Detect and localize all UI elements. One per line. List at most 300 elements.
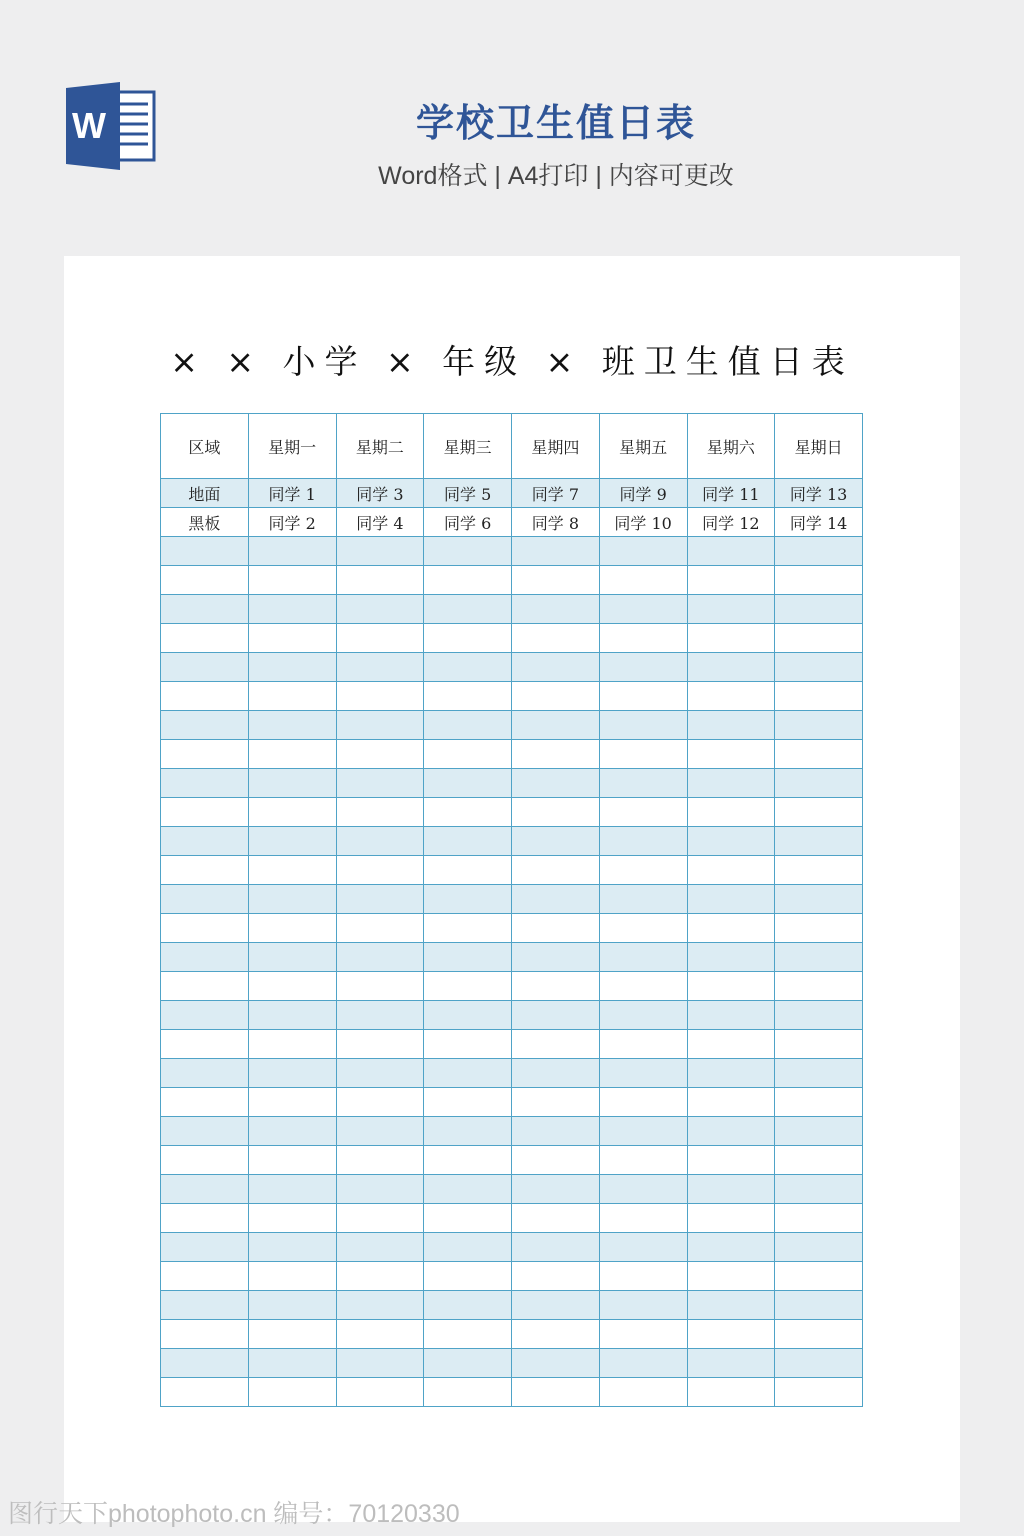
table-row <box>161 1117 863 1146</box>
student-cell <box>599 1059 687 1088</box>
student-cell <box>336 1349 424 1378</box>
student-cell <box>687 1262 775 1291</box>
area-cell <box>161 827 249 856</box>
student-cell <box>248 885 336 914</box>
student-cell: 同学 5 <box>424 479 512 508</box>
student-cell <box>687 1291 775 1320</box>
area-cell: 地面 <box>161 479 249 508</box>
student-cell <box>687 740 775 769</box>
table-row <box>161 1059 863 1088</box>
student-cell <box>424 1146 512 1175</box>
student-cell <box>336 1117 424 1146</box>
table-header-cell: 星期三 <box>424 414 512 479</box>
student-cell: 同学 6 <box>424 508 512 537</box>
student-cell <box>512 740 600 769</box>
student-cell <box>775 1349 863 1378</box>
area-cell <box>161 1233 249 1262</box>
student-cell <box>687 1088 775 1117</box>
table-row <box>161 856 863 885</box>
student-cell <box>775 1262 863 1291</box>
student-cell <box>424 682 512 711</box>
student-cell <box>775 885 863 914</box>
student-cell <box>248 1001 336 1030</box>
table-row <box>161 798 863 827</box>
student-cell <box>424 1349 512 1378</box>
table-row <box>161 1291 863 1320</box>
table-header-cell: 星期六 <box>687 414 775 479</box>
area-cell <box>161 711 249 740</box>
student-cell: 同学 12 <box>687 508 775 537</box>
student-cell <box>687 885 775 914</box>
student-cell <box>336 1378 424 1407</box>
student-cell <box>599 653 687 682</box>
watermark: 图行天下photophoto.cn 编号：70120330 <box>8 1500 460 1528</box>
student-cell <box>775 682 863 711</box>
area-cell <box>161 682 249 711</box>
student-cell <box>599 827 687 856</box>
student-cell <box>424 1030 512 1059</box>
area-cell <box>161 1175 249 1204</box>
table-header-row <box>161 414 863 479</box>
area-cell <box>161 1204 249 1233</box>
student-cell <box>336 943 424 972</box>
student-cell <box>336 827 424 856</box>
area-cell <box>161 1146 249 1175</box>
student-cell <box>424 1117 512 1146</box>
student-cell <box>687 769 775 798</box>
student-cell <box>599 914 687 943</box>
student-cell <box>336 856 424 885</box>
student-cell <box>336 566 424 595</box>
student-cell <box>687 798 775 827</box>
student-cell <box>336 624 424 653</box>
student-cell <box>336 711 424 740</box>
student-cell <box>512 682 600 711</box>
student-cell <box>424 1001 512 1030</box>
student-cell <box>336 1146 424 1175</box>
area-cell <box>161 1262 249 1291</box>
student-cell <box>512 798 600 827</box>
student-cell <box>599 798 687 827</box>
student-cell <box>424 1233 512 1262</box>
student-cell <box>248 914 336 943</box>
table-row <box>161 943 863 972</box>
student-cell: 同学 14 <box>775 508 863 537</box>
student-cell <box>687 653 775 682</box>
student-cell <box>336 1001 424 1030</box>
area-cell <box>161 1059 249 1088</box>
student-cell: 同学 11 <box>687 479 775 508</box>
student-cell <box>248 1320 336 1349</box>
student-cell <box>336 740 424 769</box>
table-row <box>161 1378 863 1407</box>
area-cell: 黑板 <box>161 508 249 537</box>
student-cell <box>248 1291 336 1320</box>
student-cell <box>599 537 687 566</box>
table-row <box>161 1204 863 1233</box>
student-cell <box>775 798 863 827</box>
student-cell <box>424 566 512 595</box>
student-cell <box>248 1117 336 1146</box>
area-cell <box>161 624 249 653</box>
student-cell <box>599 1001 687 1030</box>
student-cell <box>248 827 336 856</box>
student-cell <box>248 1378 336 1407</box>
document-page <box>64 256 960 1522</box>
student-cell <box>424 972 512 1001</box>
student-cell <box>687 1117 775 1146</box>
student-cell <box>512 1204 600 1233</box>
student-cell <box>512 1320 600 1349</box>
student-cell <box>424 1204 512 1233</box>
area-cell <box>161 1117 249 1146</box>
student-cell <box>336 653 424 682</box>
area-cell <box>161 769 249 798</box>
table-row <box>161 1030 863 1059</box>
student-cell <box>687 827 775 856</box>
student-cell <box>599 885 687 914</box>
student-cell <box>687 1059 775 1088</box>
student-cell <box>424 914 512 943</box>
table-row <box>161 595 863 624</box>
student-cell <box>512 769 600 798</box>
area-cell <box>161 798 249 827</box>
area-cell <box>161 914 249 943</box>
student-cell <box>687 566 775 595</box>
student-cell <box>775 624 863 653</box>
student-cell <box>687 1204 775 1233</box>
student-cell <box>775 1378 863 1407</box>
student-cell <box>424 769 512 798</box>
student-cell <box>512 1059 600 1088</box>
table-row <box>161 827 863 856</box>
student-cell <box>599 682 687 711</box>
student-cell <box>424 653 512 682</box>
student-cell <box>424 595 512 624</box>
document-title: × × 小学 × 年级 × 班卫生值日表 <box>170 342 854 381</box>
word-icon <box>64 82 156 170</box>
student-cell <box>336 1262 424 1291</box>
student-cell <box>336 1320 424 1349</box>
student-cell <box>336 1059 424 1088</box>
student-cell <box>248 1088 336 1117</box>
student-cell <box>248 1233 336 1262</box>
table-row <box>161 508 863 537</box>
student-cell <box>248 1030 336 1059</box>
area-cell <box>161 740 249 769</box>
student-cell <box>336 972 424 1001</box>
student-cell <box>775 943 863 972</box>
table-row <box>161 1349 863 1378</box>
student-cell: 同学 4 <box>336 508 424 537</box>
student-cell: 同学 9 <box>599 479 687 508</box>
student-cell <box>775 711 863 740</box>
student-cell <box>512 827 600 856</box>
student-cell <box>512 624 600 653</box>
student-cell <box>775 1030 863 1059</box>
student-cell <box>248 972 336 1001</box>
student-cell <box>424 1378 512 1407</box>
student-cell <box>424 1291 512 1320</box>
student-cell <box>512 914 600 943</box>
student-cell <box>512 1030 600 1059</box>
duty-table <box>160 413 863 1407</box>
student-cell <box>687 1320 775 1349</box>
student-cell <box>687 856 775 885</box>
student-cell <box>775 856 863 885</box>
area-cell <box>161 856 249 885</box>
student-cell <box>424 537 512 566</box>
student-cell <box>687 1349 775 1378</box>
student-cell <box>599 856 687 885</box>
student-cell <box>599 943 687 972</box>
table-row <box>161 769 863 798</box>
student-cell <box>599 624 687 653</box>
student-cell <box>248 740 336 769</box>
student-cell <box>248 682 336 711</box>
student-cell <box>775 740 863 769</box>
student-cell <box>248 769 336 798</box>
student-cell: 同学 1 <box>248 479 336 508</box>
student-cell <box>775 769 863 798</box>
student-cell <box>336 798 424 827</box>
student-cell <box>512 1088 600 1117</box>
table-row <box>161 682 863 711</box>
student-cell <box>248 711 336 740</box>
student-cell <box>775 653 863 682</box>
student-cell <box>687 1001 775 1030</box>
student-cell <box>599 769 687 798</box>
student-cell <box>775 1204 863 1233</box>
student-cell <box>248 1146 336 1175</box>
student-cell <box>599 1378 687 1407</box>
table-row <box>161 1001 863 1030</box>
table-header-cell: 星期五 <box>599 414 687 479</box>
table-row <box>161 914 863 943</box>
student-cell <box>687 1030 775 1059</box>
student-cell <box>336 537 424 566</box>
student-cell <box>424 740 512 769</box>
student-cell <box>775 914 863 943</box>
student-cell <box>687 595 775 624</box>
student-cell <box>248 1204 336 1233</box>
student-cell <box>248 1175 336 1204</box>
student-cell <box>512 1117 600 1146</box>
table-header-cell: 星期日 <box>775 414 863 479</box>
student-cell <box>248 1349 336 1378</box>
student-cell <box>424 827 512 856</box>
student-cell <box>599 1175 687 1204</box>
student-cell <box>687 624 775 653</box>
table-row <box>161 653 863 682</box>
student-cell <box>336 1233 424 1262</box>
student-cell <box>248 1262 336 1291</box>
student-cell <box>512 566 600 595</box>
area-cell <box>161 1378 249 1407</box>
student-cell <box>336 682 424 711</box>
student-cell: 同学 8 <box>512 508 600 537</box>
student-cell <box>687 972 775 1001</box>
student-cell <box>775 537 863 566</box>
area-cell <box>161 1001 249 1030</box>
student-cell <box>599 740 687 769</box>
table-row <box>161 1088 863 1117</box>
student-cell: 同学 10 <box>599 508 687 537</box>
table-header-cell: 区域 <box>161 414 249 479</box>
table-row <box>161 566 863 595</box>
student-cell <box>248 653 336 682</box>
area-cell <box>161 943 249 972</box>
student-cell <box>424 943 512 972</box>
student-cell <box>336 1088 424 1117</box>
student-cell <box>775 972 863 1001</box>
table-row <box>161 624 863 653</box>
student-cell <box>424 1088 512 1117</box>
student-cell <box>512 595 600 624</box>
table-row <box>161 1262 863 1291</box>
student-cell <box>599 1030 687 1059</box>
student-cell <box>336 1175 424 1204</box>
student-cell <box>512 856 600 885</box>
student-cell <box>775 1001 863 1030</box>
table-header-cell: 星期一 <box>248 414 336 479</box>
student-cell <box>775 1291 863 1320</box>
student-cell <box>599 1320 687 1349</box>
student-cell <box>336 595 424 624</box>
student-cell <box>775 1117 863 1146</box>
table-row <box>161 1175 863 1204</box>
area-cell <box>161 653 249 682</box>
student-cell <box>336 1291 424 1320</box>
table-header-cell: 星期四 <box>512 414 600 479</box>
area-cell <box>161 537 249 566</box>
student-cell <box>687 1146 775 1175</box>
student-cell <box>424 885 512 914</box>
student-cell <box>248 798 336 827</box>
student-cell <box>687 711 775 740</box>
student-cell <box>599 1349 687 1378</box>
student-cell <box>336 769 424 798</box>
student-cell <box>775 1088 863 1117</box>
student-cell <box>512 1233 600 1262</box>
student-cell <box>336 885 424 914</box>
student-cell <box>336 1030 424 1059</box>
table-row <box>161 885 863 914</box>
student-cell: 同学 7 <box>512 479 600 508</box>
student-cell <box>599 711 687 740</box>
area-cell <box>161 1088 249 1117</box>
student-cell <box>424 1059 512 1088</box>
student-cell <box>775 1059 863 1088</box>
student-cell <box>512 1291 600 1320</box>
student-cell <box>248 624 336 653</box>
table-row <box>161 1320 863 1349</box>
student-cell: 同学 3 <box>336 479 424 508</box>
student-cell <box>512 1175 600 1204</box>
student-cell <box>775 1233 863 1262</box>
student-cell <box>248 537 336 566</box>
table-row <box>161 1146 863 1175</box>
area-cell <box>161 972 249 1001</box>
table-header-cell: 星期二 <box>336 414 424 479</box>
student-cell <box>248 1059 336 1088</box>
student-cell <box>599 595 687 624</box>
student-cell <box>599 1117 687 1146</box>
banner-subtitle: Word格式 | A4打印 | 内容可更改 <box>378 162 734 190</box>
student-cell <box>512 1349 600 1378</box>
student-cell <box>599 1146 687 1175</box>
table-row <box>161 711 863 740</box>
student-cell <box>424 856 512 885</box>
student-cell <box>599 1088 687 1117</box>
student-cell <box>248 566 336 595</box>
student-cell <box>599 566 687 595</box>
student-cell <box>512 711 600 740</box>
student-cell <box>512 1001 600 1030</box>
student-cell <box>687 914 775 943</box>
student-cell <box>336 1204 424 1233</box>
student-cell <box>599 1204 687 1233</box>
student-cell: 同学 2 <box>248 508 336 537</box>
student-cell <box>599 1291 687 1320</box>
student-cell <box>687 1175 775 1204</box>
area-cell <box>161 1349 249 1378</box>
student-cell <box>599 1233 687 1262</box>
student-cell <box>336 914 424 943</box>
student-cell <box>424 1262 512 1291</box>
student-cell <box>512 653 600 682</box>
student-cell <box>248 856 336 885</box>
student-cell <box>687 1233 775 1262</box>
student-cell <box>512 943 600 972</box>
student-cell <box>512 1262 600 1291</box>
area-cell <box>161 1291 249 1320</box>
student-cell <box>775 595 863 624</box>
student-cell <box>424 711 512 740</box>
student-cell <box>775 1320 863 1349</box>
area-cell <box>161 566 249 595</box>
table-row <box>161 740 863 769</box>
student-cell <box>687 943 775 972</box>
student-cell <box>687 1378 775 1407</box>
table-row <box>161 972 863 1001</box>
student-cell <box>687 537 775 566</box>
student-cell: 同学 13 <box>775 479 863 508</box>
student-cell <box>512 885 600 914</box>
table-row <box>161 479 863 508</box>
student-cell <box>775 1175 863 1204</box>
area-cell <box>161 1030 249 1059</box>
area-cell <box>161 1320 249 1349</box>
table-row <box>161 537 863 566</box>
student-cell <box>512 972 600 1001</box>
area-cell <box>161 595 249 624</box>
student-cell <box>687 682 775 711</box>
student-cell <box>424 798 512 827</box>
student-cell <box>248 595 336 624</box>
student-cell <box>775 566 863 595</box>
student-cell <box>424 624 512 653</box>
student-cell <box>248 943 336 972</box>
student-cell <box>424 1320 512 1349</box>
table-row <box>161 1233 863 1262</box>
banner-title: 学校卫生值日表 <box>415 103 696 145</box>
student-cell <box>599 972 687 1001</box>
student-cell <box>775 1146 863 1175</box>
student-cell <box>599 1262 687 1291</box>
student-cell <box>775 827 863 856</box>
word-icon-letter: W <box>72 105 106 146</box>
